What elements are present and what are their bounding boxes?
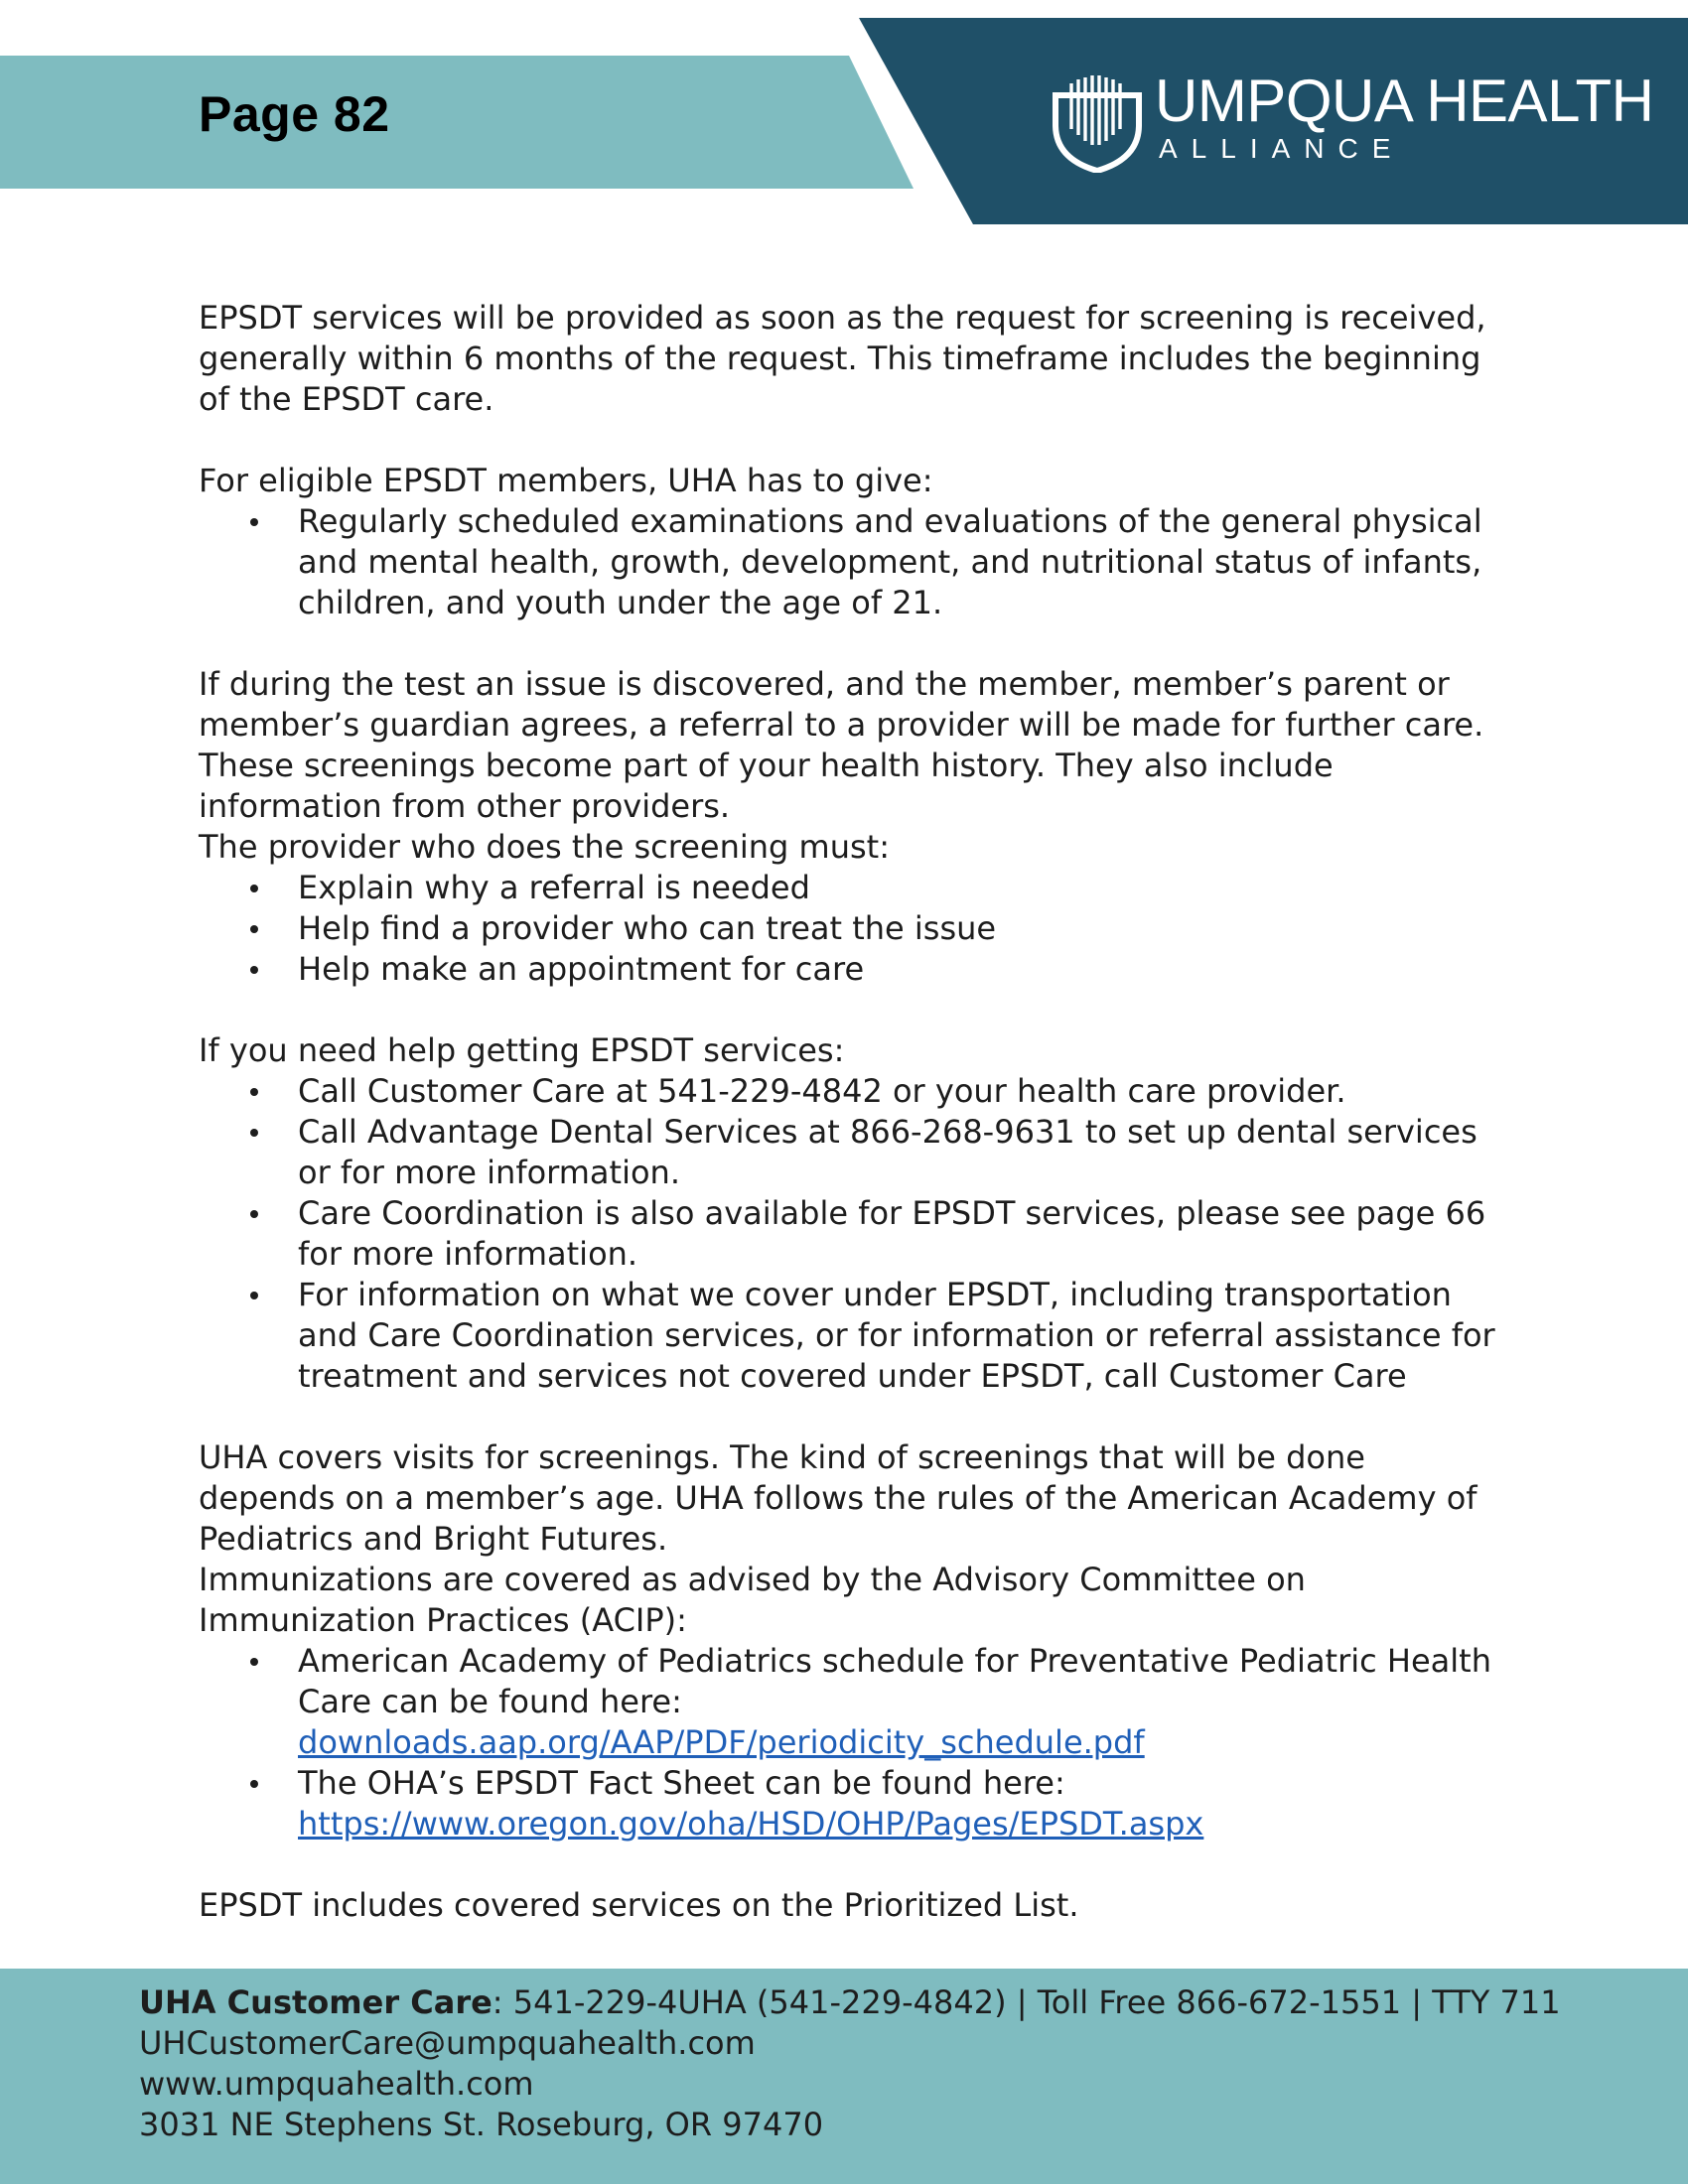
logo-shield-icon — [1048, 73, 1147, 173]
resource-list — [199, 1641, 1509, 1844]
list-item — [199, 1763, 1509, 1844]
list-item: Call Customer Care at 541-229-4842 or your health care provider. — [199, 1071, 1509, 1112]
provider-intro: The provider who does the screening must: — [199, 828, 890, 866]
eligible-list — [199, 501, 1509, 623]
footer-email[interactable]: UHCustomerCare@umpquahealth.com — [139, 2024, 756, 2062]
list-item: Help find a provider who can treat the issue — [199, 908, 1509, 949]
coverage-paragraph: UHA covers visits for screenings. The kind of screenings that will be done depends on a member’s age. UHA follows the rules of the American Academy of Pediatrics and Bright Futures. — [199, 1438, 1477, 1558]
help-list — [199, 1071, 1509, 1397]
footer-label: UHA Customer Care — [139, 1983, 492, 2021]
immunizations-intro: Immunizations are covered as advised by the Advisory Committee on Immunization Practices (ACIP): — [199, 1561, 1306, 1639]
list-item: Care Coordination is also available for EPSDT services, please see page 66 for more information. — [199, 1193, 1509, 1275]
logo-name: UMPQUA HEALTH — [1155, 68, 1654, 134]
footer-phones: : 541-229-4UHA (541-229-4842) | Toll Free 866-672-1551 | TTY 711 — [492, 1983, 1561, 2021]
referral-paragraph: If during the test an issue is discovered, and the member, member’s parent or member’s guardian agrees, a referral to a provider will be made for further care. These screenings become part of your health history. They also include information from other providers. — [199, 665, 1484, 825]
footer — [0, 1969, 1688, 2184]
intro-paragraph: EPSDT services will be provided as soon as the request for screening is received, generally within 6 months of the request. This timeframe includes the beginning of the EPSDT care. — [199, 299, 1486, 418]
closing-statement: EPSDT includes covered services on the Prioritized List. — [199, 1886, 1079, 1924]
aap-schedule-link[interactable]: downloads.aap.org/AAP/PDF/periodicity_schedule.pdf — [298, 1723, 1145, 1761]
list-item: Help make an appointment for care — [199, 949, 1509, 990]
footer-address: 3031 NE Stephens St. Roseburg, OR 97470 — [139, 2106, 824, 2143]
help-intro: If you need help getting EPSDT services: — [199, 1031, 845, 1069]
header-band-light — [0, 56, 914, 189]
provider-list — [199, 868, 1509, 990]
resource-text: The OHA’s EPSDT Fact Sheet can be found here: — [298, 1764, 1065, 1802]
logo-subtitle: ALLIANCE — [1159, 133, 1405, 164]
eligible-intro: For eligible EPSDT members, UHA has to give: — [199, 462, 933, 499]
list-item: Regularly scheduled examinations and evaluations of the general physical and mental health, growth, development, and nutritional status of infants, children, and youth under the age of 21. — [199, 501, 1509, 623]
footer-phone-line — [139, 1982, 1561, 2023]
footer-contact — [139, 1982, 1561, 2145]
footer-website[interactable]: www.umpquahealth.com — [139, 2065, 534, 2103]
list-item: Call Advantage Dental Services at 866-268-9631 to set up dental services or for more information. — [199, 1112, 1509, 1193]
oha-epsdt-link[interactable]: https://www.oregon.gov/oha/HSD/OHP/Pages/EPSDT.aspx — [298, 1805, 1204, 1843]
list-item — [199, 1641, 1509, 1763]
resource-text: American Academy of Pediatrics schedule for Preventative Pediatric Health Care can be found here: — [298, 1642, 1491, 1720]
list-item: Explain why a referral is needed — [199, 868, 1509, 908]
document-body — [199, 298, 1509, 1926]
umpqua-health-logo — [1048, 68, 1654, 179]
page-number: Page 82 — [199, 86, 390, 142]
list-item: For information on what we cover under EPSDT, including transportation and Care Coordination services, or for information or referral assistance for treatment and services not covered under EPSDT, call Customer Care — [199, 1275, 1509, 1397]
